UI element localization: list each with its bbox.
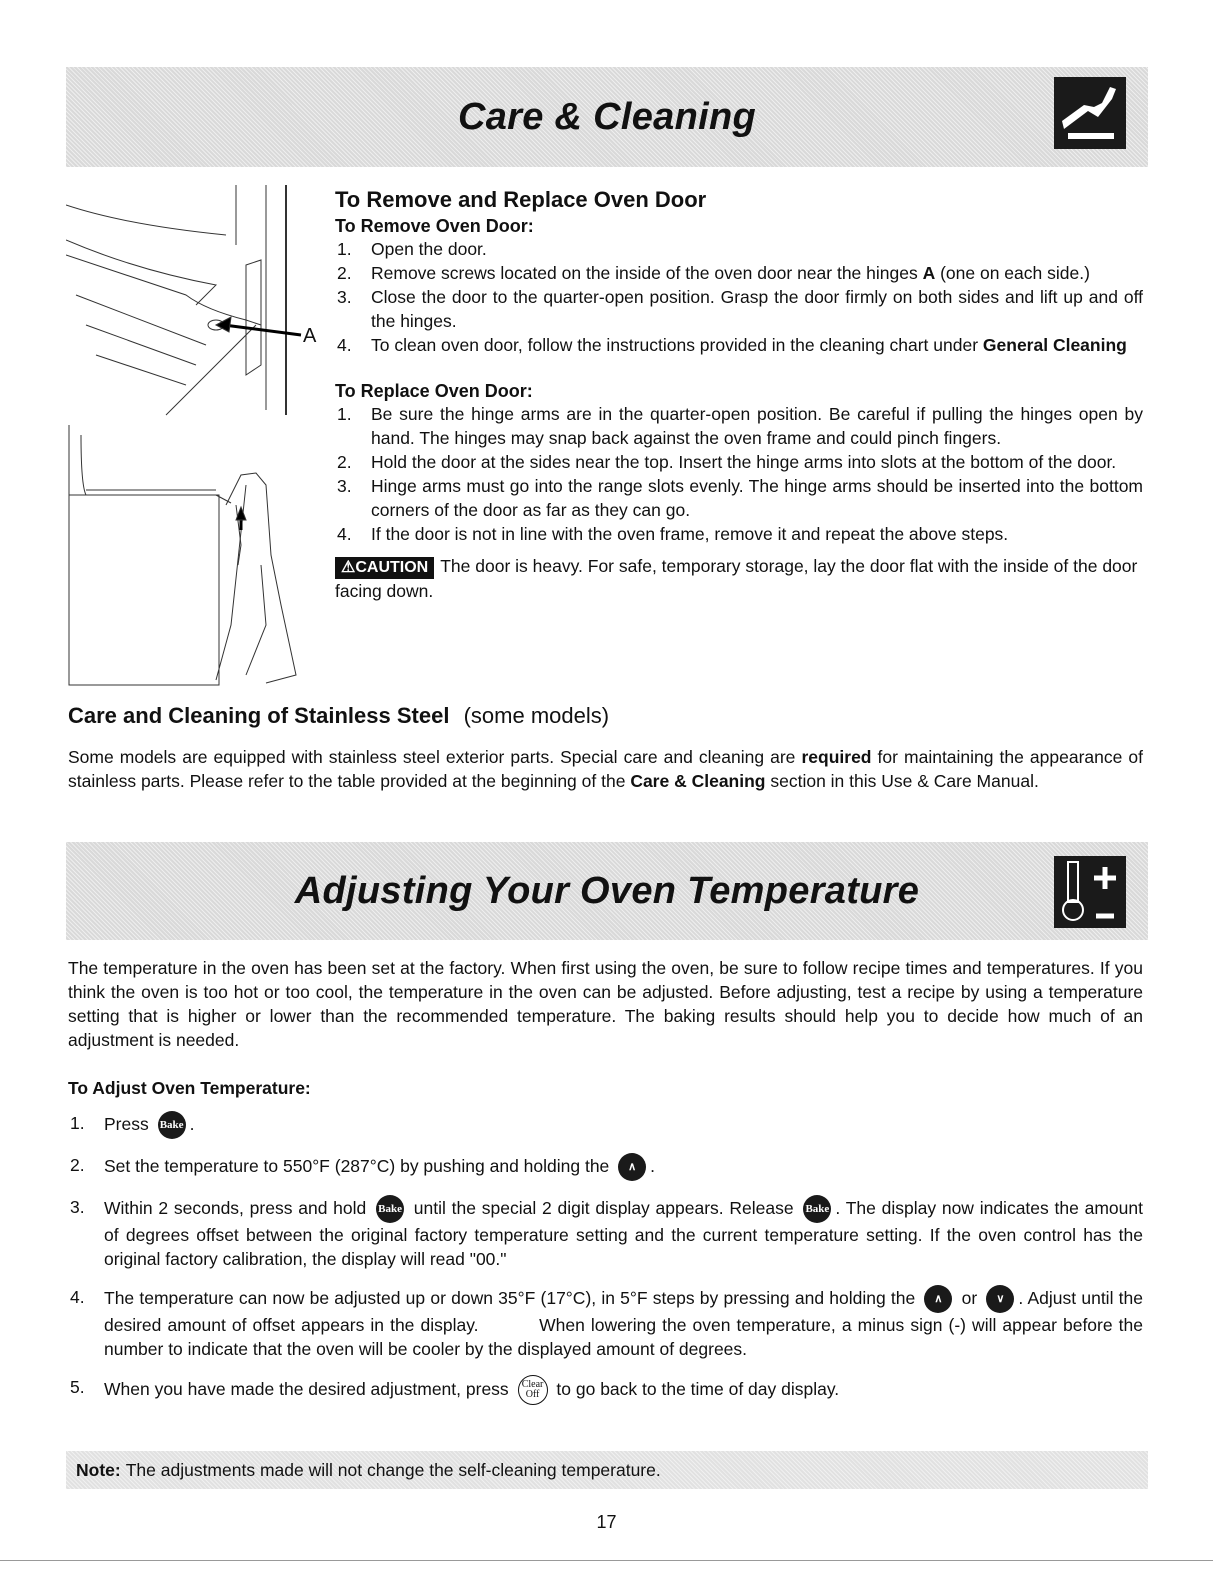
- step-item: [68, 1375, 1143, 1405]
- step-text: Within 2 seconds, press and hold Bake until the special 2 digit display appears. Release Bake . The display now indicates the amount of degrees offset between the original factory temperature setting and the current temperature setting. If the oven control has the original factory calibration, the display will read "00.": [104, 1198, 1143, 1269]
- adjust-intro: The temperature in the oven has been set at the factory. When first using the oven, be sure to follow recipe times and temperatures. If you think the oven is too hot or too cool, the temperature in the oven can be adjusted. Before adjusting, test a recipe by using a temperature setting that is higher or lower than the recommended temperature. The baking results should help you to decide how much of an adjustment is needed.: [68, 958, 1143, 1050]
- stainless-title-suffix: (some models): [463, 703, 610, 728]
- step-number: 2.: [70, 1155, 85, 1175]
- oven-door-hinge-figure: [66, 185, 326, 420]
- step-text: The temperature can now be adjusted up or down 35°F (17°C), in 5°F steps by pressing and holding the ∧ or ∨ . Adjust until the desired amount of offset appears in the display. When lowering the oven temperature, a minus sign (-) will appear before the number to indicate that the oven will be cooler by the displayed amount of degrees.: [104, 1288, 1143, 1359]
- step-text: If the door is not in line with the oven frame, remove it and repeat the above steps.: [371, 524, 1009, 544]
- bake-key-icon: Bake: [803, 1195, 831, 1223]
- step-item: [68, 1285, 1143, 1361]
- page-number: 17: [596, 1512, 617, 1532]
- step-number: 4.: [70, 1287, 85, 1307]
- up-arrow-key-icon: ∧: [618, 1153, 646, 1181]
- step-item: [335, 402, 1143, 450]
- step-text: When you have made the desired adjustment, press Clear Off to go back to the time of day display.: [104, 1379, 839, 1399]
- step-item: [335, 522, 1143, 546]
- step-number: 1.: [337, 239, 352, 259]
- step-text: To clean oven door, follow the instructions provided in the cleaning chart under General Cleaning: [371, 335, 1127, 355]
- up-arrow-key-icon: ∧: [924, 1285, 952, 1313]
- step-number: 4.: [337, 524, 352, 544]
- note-text: The adjustments made will not change the self-cleaning temperature.: [125, 1459, 661, 1480]
- step-item: [335, 333, 1143, 357]
- caution-label: ⚠CAUTION: [335, 557, 434, 579]
- step-item: [335, 474, 1143, 522]
- step-item: [68, 1195, 1143, 1271]
- step-item: [68, 1153, 1143, 1181]
- note-bar: [66, 1451, 1148, 1489]
- step-number: 4.: [337, 335, 352, 355]
- step-number: 2.: [337, 263, 352, 283]
- bottom-rule: [0, 1560, 1213, 1561]
- step-item: [335, 285, 1143, 333]
- step-text: Hold the door at the sides near the top. Insert the hinge arms into slots at the bottom of the door.: [371, 452, 1117, 472]
- step-item: [335, 237, 1143, 261]
- step-text: Hinge arms must go into the range slots evenly. The hinge arms should be inserted into the bottom corners of the door as far as they can go.: [371, 476, 1143, 520]
- stainless-title-row: [68, 703, 1143, 729]
- replace-door-heading: To Replace Oven Door:: [335, 381, 533, 401]
- remove-door-steps: [335, 237, 1143, 357]
- step-text: Press Bake .: [104, 1114, 194, 1134]
- stainless-section: [68, 703, 1143, 793]
- step-text: Remove screws located on the inside of the oven door near the hinges A (one on each side.): [371, 263, 1090, 283]
- clear-off-key-icon: Clear Off: [518, 1375, 548, 1405]
- step-text: Close the door to the quarter-open position. Grasp the door firmly on both sides and lift up and off the hinges.: [371, 287, 1143, 331]
- section-title: Care & Cleaning: [457, 95, 757, 138]
- step-item: [335, 450, 1143, 474]
- door-section-title: To Remove and Replace Oven Door: [335, 187, 707, 212]
- stainless-body: Some models are equipped with stainless steel exterior parts. Special care and cleaning are required for maintaining the appearance of stainless parts. Please refer to the table provided at the beginning of the Care & Cleaning section in this Use & Care Manual.: [68, 747, 1144, 791]
- caution-note: [335, 554, 1143, 603]
- oven-door-replace-figure: [66, 425, 326, 690]
- step-number: 2.: [337, 452, 352, 472]
- remove-door-heading: To Remove Oven Door:: [335, 216, 534, 236]
- step-number: 3.: [70, 1197, 85, 1217]
- care-cleaning-banner: [66, 67, 1148, 167]
- step-number: 1.: [337, 404, 352, 424]
- step-text: Be sure the hinge arms are in the quarter-open position. Be careful if pulling the hinges open by hand. The hinges may snap back against the oven frame and could pinch fingers.: [371, 404, 1143, 448]
- step-text: Set the temperature to 550°F (287°C) by pushing and holding the ∧ .: [104, 1156, 655, 1176]
- stainless-title: Care and Cleaning of Stainless Steel: [68, 703, 450, 728]
- adjust-steps: [68, 1111, 1143, 1405]
- down-arrow-key-icon: ∨: [986, 1285, 1014, 1313]
- adjust-heading: To Adjust Oven Temperature:: [68, 1078, 311, 1098]
- caution-label-text: CAUTION: [355, 559, 429, 576]
- bake-key-icon: Bake: [158, 1111, 186, 1139]
- step-item: [335, 261, 1143, 285]
- step-number: 3.: [337, 476, 352, 496]
- step-number: 3.: [337, 287, 352, 307]
- adjust-section: [68, 956, 1143, 1419]
- step-item: [68, 1111, 1143, 1139]
- caution-text: The door is heavy. For safe, temporary storage, lay the door flat with the inside of the door facing down.: [335, 556, 1138, 601]
- door-section: [335, 187, 1143, 603]
- step-number: 1.: [70, 1113, 85, 1133]
- thermometer-plus-minus-icon: [1054, 856, 1126, 928]
- note-label: Note:: [76, 1459, 121, 1480]
- step-text: Open the door.: [371, 239, 487, 259]
- section-title: Adjusting Your Oven Temperature: [294, 869, 920, 912]
- figure-label-a: A: [303, 325, 317, 347]
- oven-temperature-banner: [66, 842, 1148, 940]
- replace-door-steps: [335, 402, 1143, 546]
- hand-cleaning-icon: [1054, 77, 1126, 149]
- bake-key-icon: Bake: [376, 1195, 404, 1223]
- step-number: 5.: [70, 1377, 85, 1397]
